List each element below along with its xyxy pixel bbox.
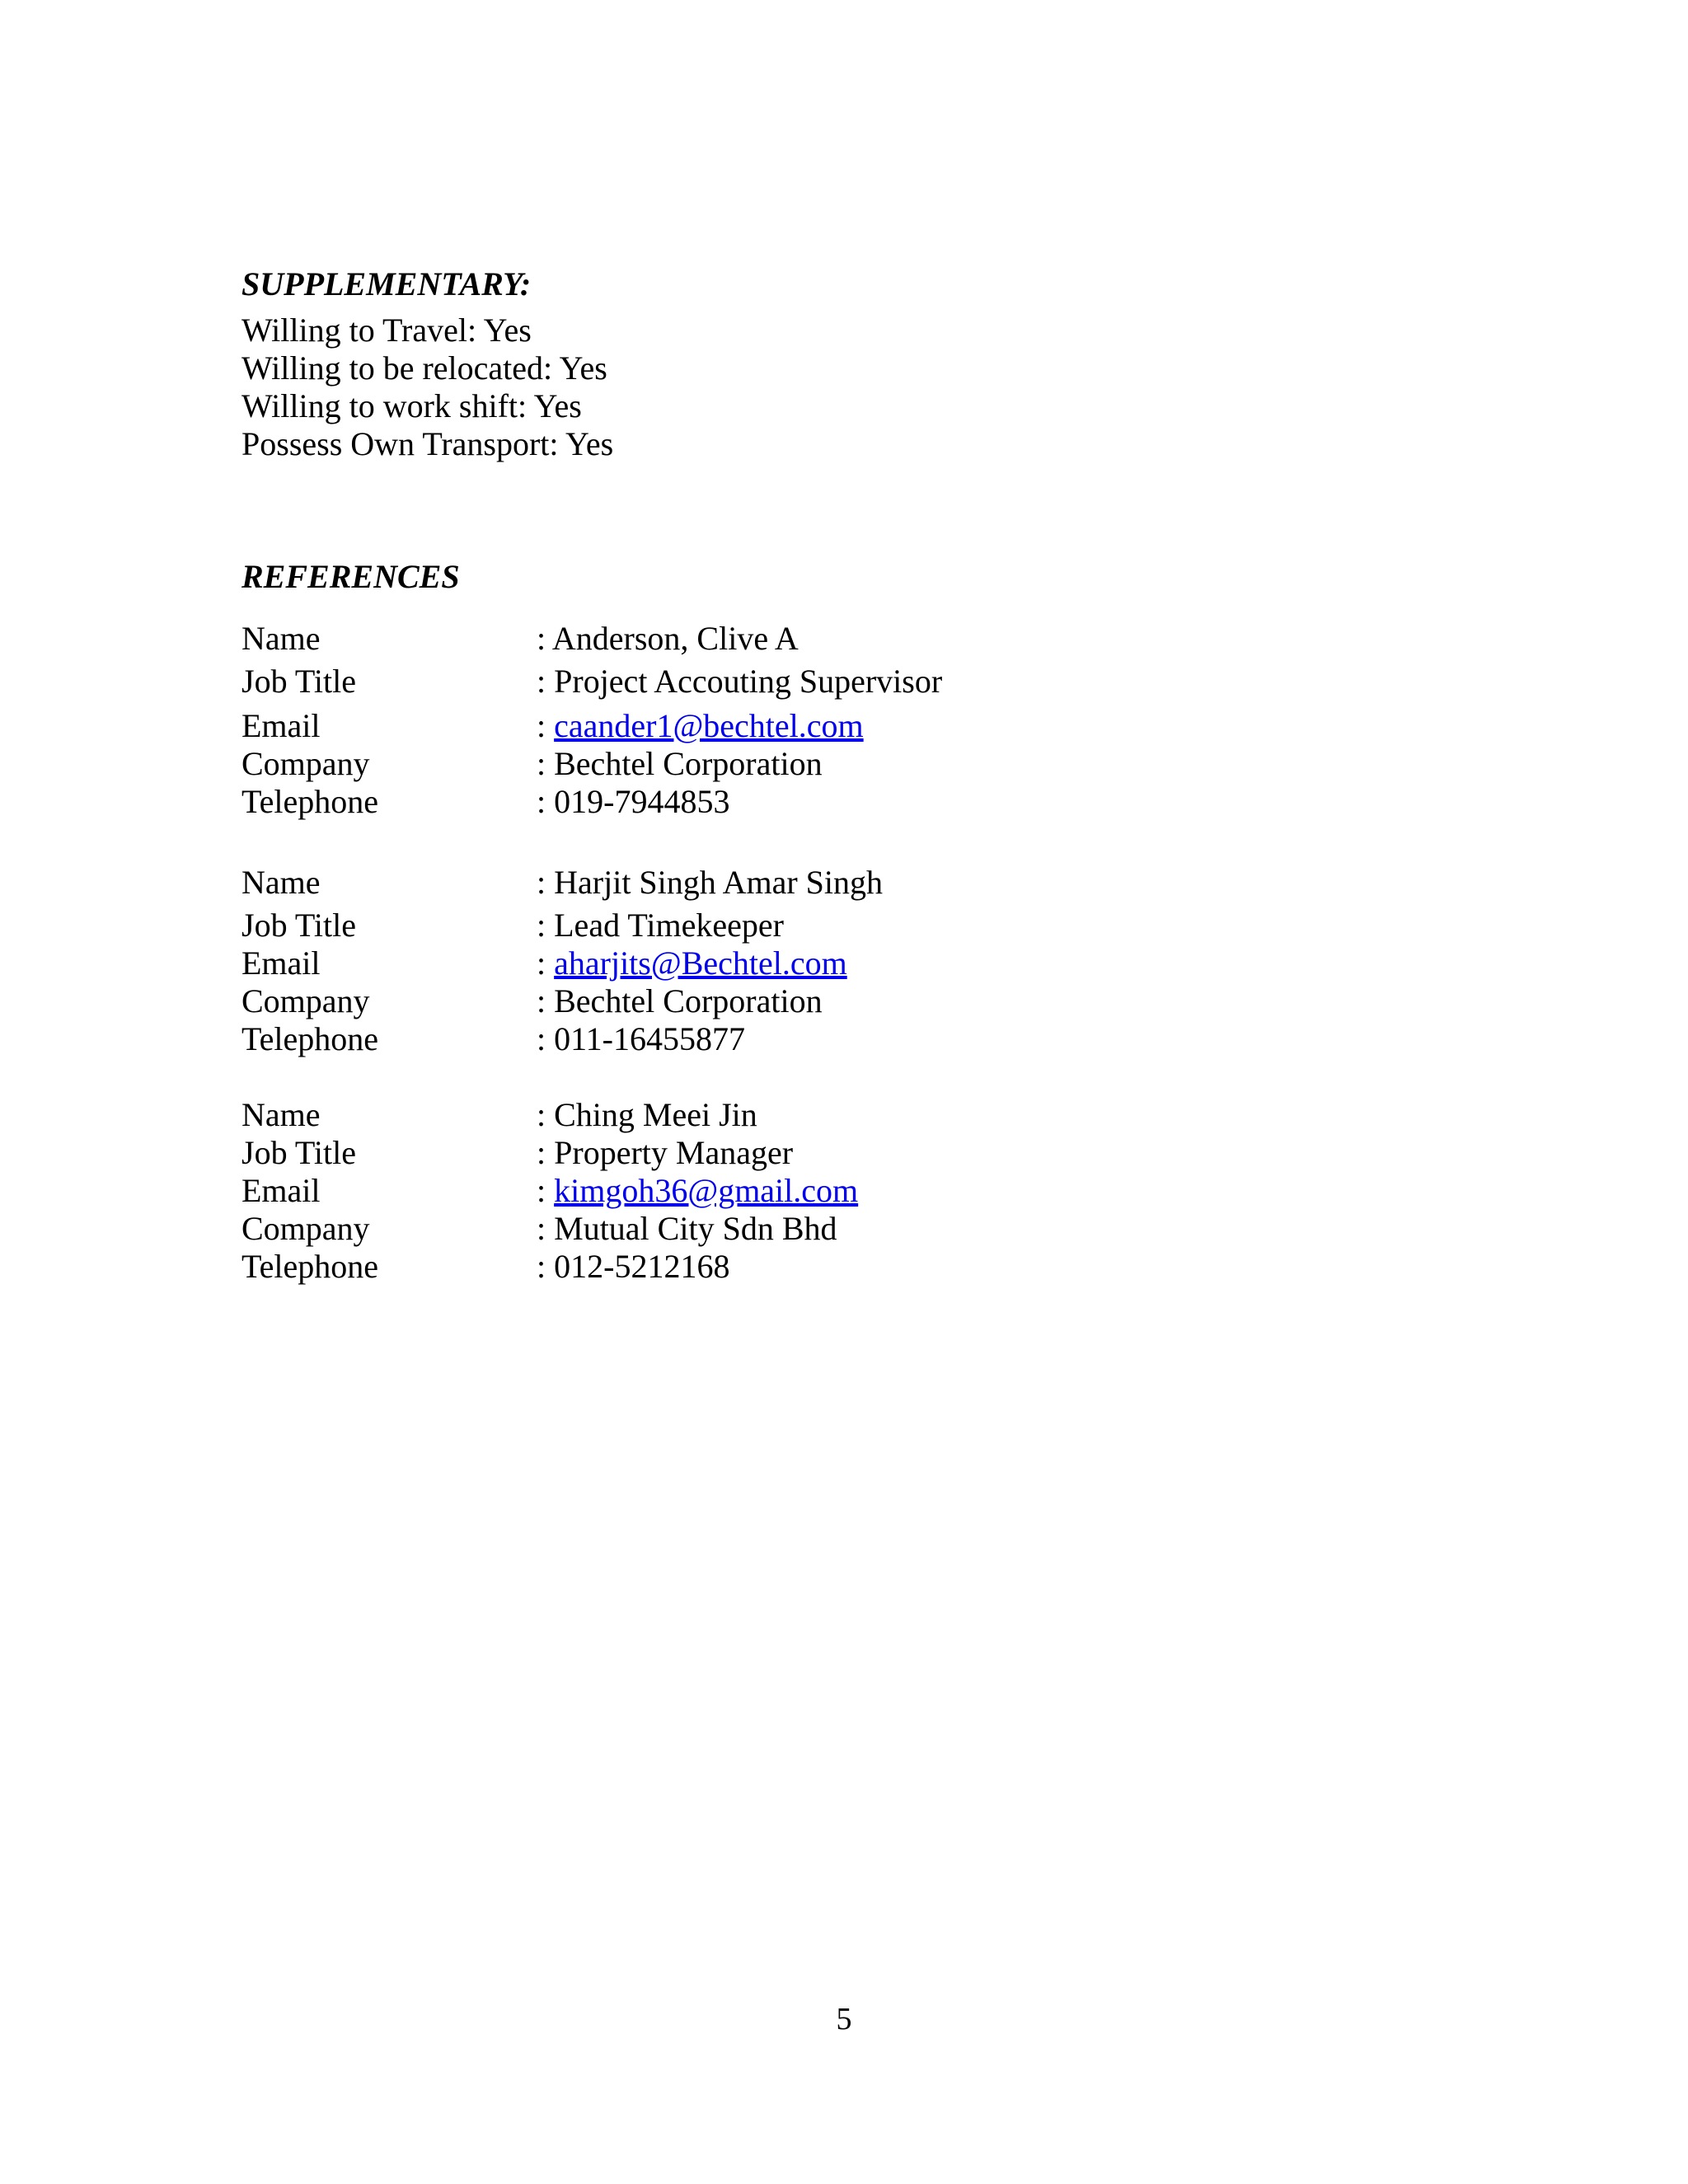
reference-label-job-title: Job Title — [241, 907, 356, 944]
reference-telephone: 011-16455877 — [554, 1020, 745, 1057]
separator: : — [537, 982, 555, 1019]
reference-row-name — [241, 864, 1395, 907]
reference-job-title: Lead Timekeeper — [554, 907, 784, 944]
separator: : — [537, 783, 555, 820]
reference-label-company: Company — [241, 982, 370, 1019]
reference-row-email — [241, 1172, 1395, 1210]
reference-label-job-title: Job Title — [241, 1134, 356, 1171]
separator: : — [537, 1020, 555, 1057]
reference-label-email: Email — [241, 707, 321, 744]
reference-row-job-title — [241, 1134, 1395, 1172]
reference-telephone: 012-5212168 — [554, 1248, 730, 1285]
separator: : — [537, 1210, 555, 1247]
reference-value-company — [537, 745, 823, 783]
reference-row-company — [241, 1210, 1395, 1248]
reference-job-title: Property Manager — [554, 1134, 794, 1171]
reference-company: Bechtel Corporation — [554, 745, 823, 782]
separator: : — [537, 1172, 555, 1209]
reference-label-name: Name — [241, 620, 321, 657]
reference-email-link[interactable]: caander1@bechtel.com — [554, 707, 864, 744]
separator: : — [537, 707, 555, 744]
supplementary-line-transport: Possess Own Transport: Yes — [241, 425, 614, 462]
reference-entry-1 — [241, 620, 1395, 821]
separator: : — [537, 1248, 555, 1285]
reference-value-company — [537, 982, 823, 1020]
reference-entry-2 — [241, 864, 1395, 1058]
reference-value-job-title — [537, 1134, 793, 1172]
reference-value-name — [537, 1096, 757, 1134]
reference-email-link[interactable]: kimgoh36@gmail.com — [554, 1172, 859, 1209]
reference-value-email — [537, 1172, 858, 1210]
reference-value-name — [537, 864, 883, 902]
separator: : — [537, 907, 555, 944]
reference-value-telephone — [537, 783, 729, 821]
reference-value-email — [537, 944, 847, 982]
reference-label-job-title: Job Title — [241, 663, 356, 700]
separator: : — [537, 1096, 555, 1133]
supplementary-line-shift: Willing to work shift: Yes — [241, 387, 582, 424]
reference-value-email — [537, 707, 864, 745]
separator: : — [537, 620, 552, 657]
reference-name: Anderson, Clive A — [551, 620, 799, 657]
reference-row-email — [241, 944, 1395, 982]
reference-name: Ching Meei Jin — [554, 1096, 757, 1133]
separator: : — [537, 745, 555, 782]
reference-row-email — [241, 707, 1395, 745]
reference-row-name — [241, 620, 1395, 663]
reference-value-name — [537, 620, 799, 658]
supplementary-list — [241, 312, 613, 463]
reference-value-telephone — [537, 1020, 745, 1058]
reference-row-company — [241, 982, 1395, 1020]
reference-email-link[interactable]: aharjits@Bechtel.com — [554, 944, 847, 982]
reference-label-telephone: Telephone — [241, 1020, 379, 1057]
reference-row-job-title — [241, 907, 1395, 944]
reference-label-company: Company — [241, 1210, 370, 1247]
separator: : — [537, 663, 555, 700]
separator: : — [537, 944, 555, 982]
separator: : — [537, 1134, 555, 1171]
supplementary-heading: SUPPLEMENTARY: — [241, 265, 532, 302]
supplementary-line-relocation: Willing to be relocated: Yes — [241, 349, 607, 387]
reference-label-telephone: Telephone — [241, 783, 379, 820]
reference-row-company — [241, 745, 1395, 783]
separator: : — [537, 864, 555, 901]
reference-label-company: Company — [241, 745, 370, 782]
reference-label-email: Email — [241, 1172, 321, 1209]
reference-entry-3 — [241, 1096, 1395, 1286]
reference-label-name: Name — [241, 1096, 321, 1133]
page-number: 5 — [836, 2002, 852, 2036]
reference-row-telephone — [241, 1020, 1395, 1058]
reference-job-title: Project Accouting Supervisor — [554, 663, 943, 700]
reference-label-name: Name — [241, 864, 321, 901]
references-heading: REFERENCES — [241, 558, 460, 595]
reference-name: Harjit Singh Amar Singh — [554, 864, 884, 901]
reference-telephone: 019-7944853 — [554, 783, 730, 820]
reference-row-telephone — [241, 1248, 1395, 1286]
reference-label-telephone: Telephone — [241, 1248, 379, 1285]
supplementary-line-travel: Willing to Travel: Yes — [241, 312, 532, 349]
reference-value-company — [537, 1210, 837, 1248]
reference-row-name — [241, 1096, 1395, 1134]
reference-company: Mutual City Sdn Bhd — [554, 1210, 837, 1247]
reference-value-telephone — [537, 1248, 729, 1286]
reference-value-job-title — [537, 663, 942, 701]
reference-row-job-title — [241, 663, 1395, 707]
reference-row-telephone — [241, 783, 1395, 821]
reference-value-job-title — [537, 907, 784, 944]
reference-company: Bechtel Corporation — [554, 982, 823, 1019]
reference-label-email: Email — [241, 944, 321, 982]
